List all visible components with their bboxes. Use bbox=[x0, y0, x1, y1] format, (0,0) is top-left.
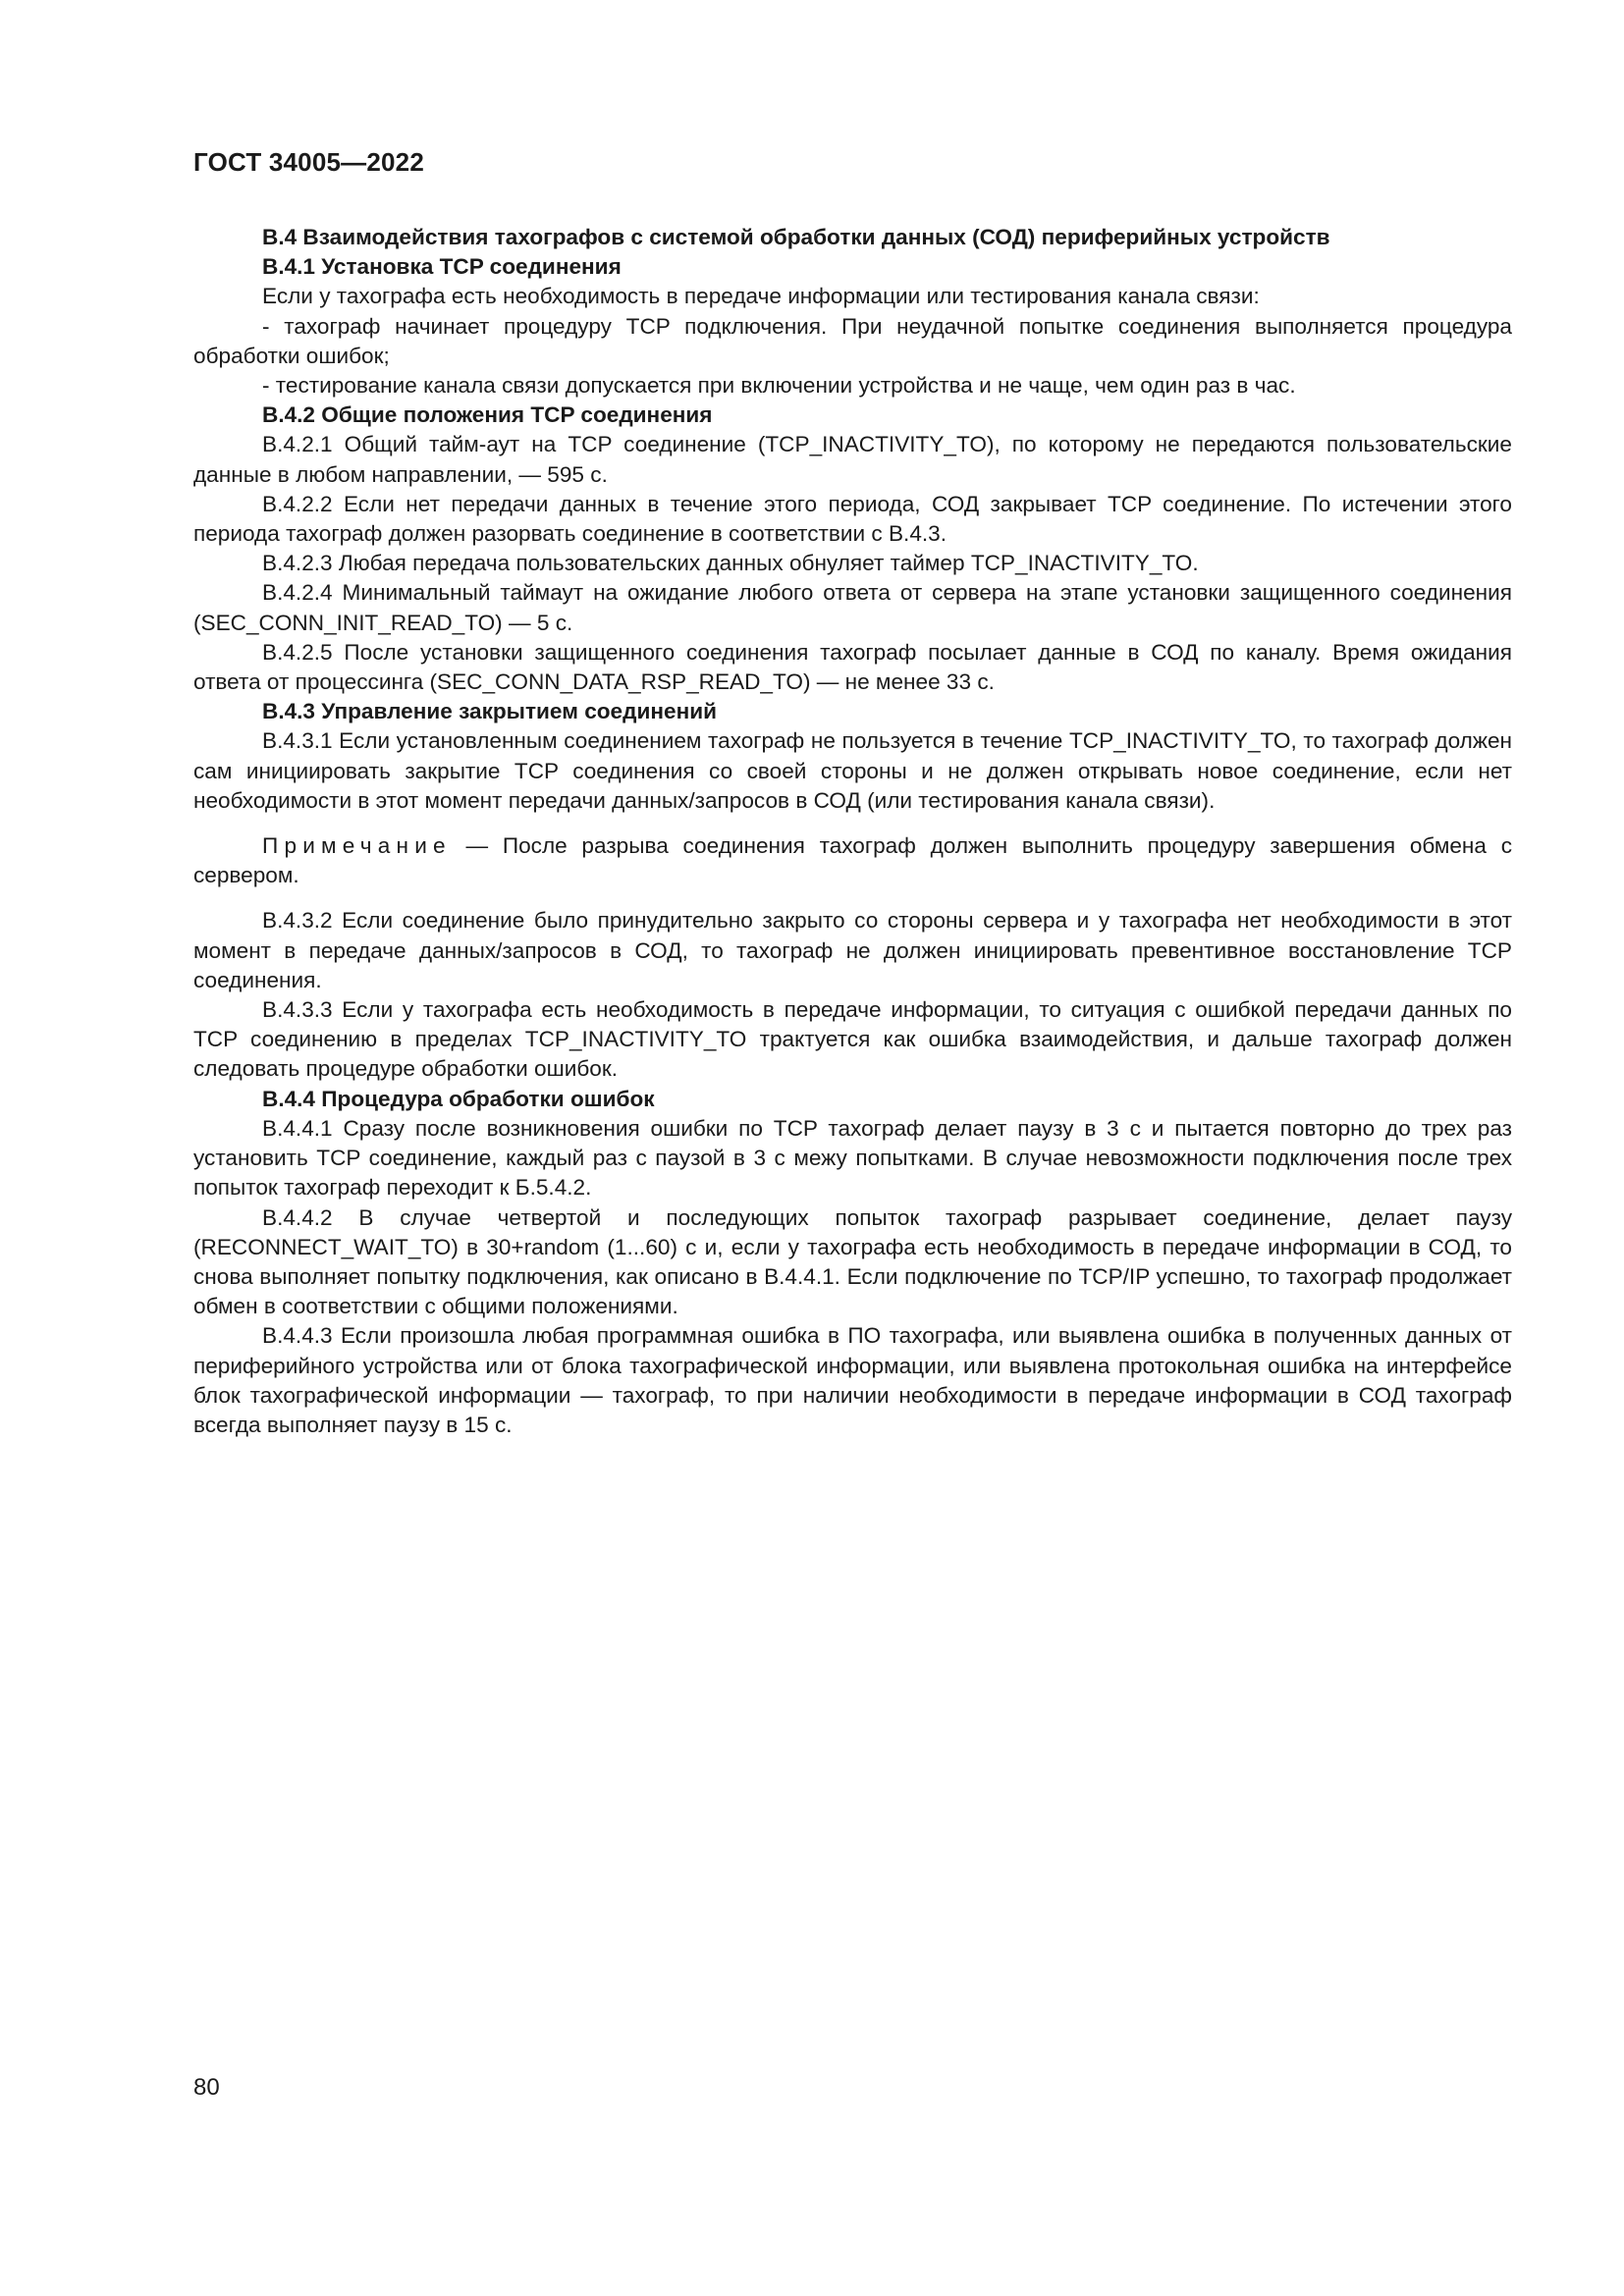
paragraph-b422: В.4.2.2 Если нет передачи данных в течение этого периода, СОД закрывает TCP соединение. По истечении этого периода тахограф должен разорвать соединение в соответствии с В.4.3. bbox=[193, 491, 1512, 547]
document-code-header: ГОСТ 34005—2022 bbox=[193, 147, 424, 177]
paragraph-b443: В.4.4.3 Если произошла любая программная ошибка в ПО тахографа, или выявлена ошибка в полученных данных от периферийного устройства или от блока тахографической информации, или выявлена протокольная ошибка на интерфейсе блок тахографической информации — тахограф, то при наличии необходимости в передаче информации в СОД тахограф всегда выполняет паузу в 15 с. bbox=[193, 1323, 1512, 1437]
note-label: Примечание bbox=[262, 833, 452, 859]
list-item-tcp-connect: - тахограф начинает процедуру TCP подключения. При неудачной попытке соединения выполняется процедура обработки ошибок; bbox=[193, 313, 1512, 368]
section-heading-b43: В.4.3 Управление закрытием соединений bbox=[262, 699, 717, 724]
paragraph-b442: В.4.4.2 В случае четвертой и последующих попыток тахограф разрывает соединение, делает паузу (RECONNECT_WAIT_TO) в 30+random (1...60) с и, если у тахографа есть необходимость в передаче информации в СОД, то снова выполняет попытку подключения, как описано в В.4.4.1. Если подключение по TCP/IP успешно, то тахограф продолжает обмен в соответствии с общими положениями. bbox=[193, 1204, 1512, 1319]
section-heading-b42: В.4.2 Общие положения TCP соединения bbox=[262, 402, 713, 428]
paragraph-b421: В.4.2.1 Общий тайм-аут на TCP соединение (TCP_INACTIVITY_TO), по которому не передаются пользовательские данные в любом направлении, — 595 с. bbox=[193, 432, 1512, 487]
section-heading-b4: В.4 Взаимодействия тахографов с системой обработки данных (СОД) периферийных устройств bbox=[262, 225, 1330, 249]
paragraph-b424: В.4.2.4 Минимальный таймаут на ожидание любого ответа от сервера на этапе установки защищенного соединения (SEC_CONN_INIT_READ_TO) — 5 с. bbox=[193, 580, 1512, 635]
paragraph-b41-intro: Если у тахографа есть необходимость в передаче информации или тестирования канала связи: bbox=[262, 284, 1260, 309]
section-heading-b44: В.4.4 Процедура обработки ошибок bbox=[262, 1086, 655, 1111]
document-body bbox=[193, 223, 1512, 1440]
paragraph-b423: В.4.2.3 Любая передача пользовательских данных обнуляет таймер TCP_INACTIVITY_TO. bbox=[262, 551, 1199, 576]
list-item-channel-test: - тестирование канала связи допускается при включении устройства и не чаще, чем один раз в час. bbox=[262, 373, 1296, 399]
paragraph-b425: В.4.2.5 После установки защищенного соединения тахограф посылает данные в СОД по каналу. Время ожидания ответа от процессинга (SEC_CONN_DATA_RSP_READ_TO) — не менее 33 с. bbox=[193, 639, 1512, 695]
paragraph-b432: В.4.3.2 Если соединение было принудительно закрыто со стороны сервера и у тахографа нет необходимости в этот момент в передаче данных/запросов в СОД, то тахограф не должен инициировать превентивное восстановление TCP соединения. bbox=[193, 908, 1512, 992]
paragraph-b441: В.4.4.1 Сразу после возникновения ошибки по TCP тахограф делает паузу в 3 с и пытается повторно до трех раз установить TCP соединение, каждый раз с паузой в 3 с межу попытками. В случае невозможности подключения после трех попыток тахограф переходит к Б.5.4.2. bbox=[193, 1115, 1512, 1201]
paragraph-b431: В.4.3.1 Если установленным соединением тахограф не пользуется в течение TCP_INACTIVITY_TO, то тахограф должен сам инициировать закрытие TCP соединения со своей стороны и не должен открывать новое соединение, если нет необходимости в этот момент передачи данных/запросов в СОД (или тестирования канала связи). bbox=[193, 728, 1512, 813]
note-text: — После разрыва соединения тахограф должен выполнить процедуру завершения обмена с сервером. bbox=[193, 833, 1512, 888]
page-number: 80 bbox=[193, 2074, 220, 2101]
note-paragraph bbox=[193, 831, 1512, 890]
section-heading-b41: В.4.1 Установка TCP соединения bbox=[262, 254, 622, 280]
paragraph-b433: В.4.3.3 Если у тахографа есть необходимость в передаче информации, то ситуация с ошибкой передачи данных по TCP соединению в пределах TCP_INACTIVITY_TO трактуется как ошибка взаимодействия, и дальше тахограф должен следовать процедуре обработки ошибок. bbox=[193, 997, 1512, 1082]
